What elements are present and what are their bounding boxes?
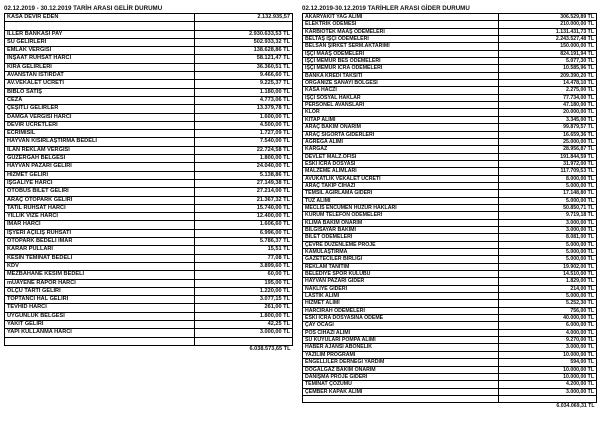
row-amount: 150.000,00 TL	[499, 43, 597, 50]
row-amount: 138.628,86 TL	[195, 47, 293, 55]
table-row	[303, 116, 597, 123]
table-row	[5, 196, 293, 204]
table-row	[5, 130, 293, 138]
row-label: KAMULAŞTIRMA	[303, 249, 499, 256]
row-amount: 36.360,51 TL	[195, 63, 293, 71]
table-row	[303, 373, 597, 380]
table-row	[303, 197, 597, 204]
row-amount: 2.930.633,53 TL	[195, 30, 293, 38]
row-label: KİRA GELİRLERİ	[5, 63, 195, 71]
table-row	[303, 263, 597, 270]
row-label: KASA HACZİ	[303, 87, 499, 94]
row-amount: 20.000,00 TL	[499, 109, 597, 116]
row-label: YILLIK VİZE HARCI	[5, 213, 195, 221]
table-row	[5, 171, 293, 179]
row-amount: 9.466,60 TL	[195, 72, 293, 80]
row-amount: 3.077,15 TL	[195, 296, 293, 304]
row-amount: 3.000,00 TL	[195, 329, 293, 337]
row-amount: 824.191,94 TL	[499, 50, 597, 57]
row-amount: 10.000,00 TL	[499, 366, 597, 373]
row-label: BİBLO SATIŞ	[5, 88, 195, 96]
row-amount: 13.379,78 TL	[195, 105, 293, 113]
table-row	[303, 190, 597, 197]
devir-label: KASA DEVİR EDEN	[5, 14, 195, 22]
row-amount: 191.844,59 TL	[499, 153, 597, 160]
row-label: KLOR	[303, 109, 499, 116]
table-row	[303, 322, 597, 329]
table-row	[5, 221, 293, 229]
row-label: LASTİK ALIMI	[303, 293, 499, 300]
table-row	[5, 304, 293, 312]
table-row	[5, 138, 293, 146]
row-label: İŞÇİ MAAŞ ÖDEMELERİ	[303, 50, 499, 57]
row-amount: 27.149,38 TL	[195, 179, 293, 187]
table-row	[5, 246, 293, 254]
table-row	[303, 36, 597, 43]
row-amount: 21.367,32 TL	[195, 196, 293, 204]
table-row	[303, 226, 597, 233]
row-amount: 3.345,00 TL	[499, 116, 597, 123]
row-amount: 1.131.431,73 TL	[499, 28, 597, 35]
row-amount: 24.040,00 TL	[195, 163, 293, 171]
table-row	[303, 175, 597, 182]
devir-amount: 2.132.935,57	[195, 14, 293, 22]
row-label: MEZBAHANE KESİM BEDELİ	[5, 271, 195, 279]
row-label: MALZEME ALIMLARI	[303, 168, 499, 175]
row-label: HAYVAN PAZARI GELİRİ	[5, 163, 195, 171]
table-row	[5, 188, 293, 196]
row-amount: 19.902,00 TL	[499, 263, 597, 270]
row-amount: 9.719,18 TL	[499, 212, 597, 219]
row-amount: 756,00 TL	[499, 307, 597, 314]
row-amount: 210.000,00 TL	[499, 21, 597, 28]
income-table	[4, 13, 293, 353]
row-amount: 12.400,00 TL	[195, 213, 293, 221]
table-row	[5, 121, 293, 129]
table-row	[303, 219, 597, 226]
row-label: DANIŞMA PROJE GİDERİ	[303, 373, 499, 380]
row-amount: 1.600,00 TL	[195, 113, 293, 121]
row-label: ESKİ İCRA DOSYASI	[303, 160, 499, 167]
row-label: MECLİS ENCÜMEN HUZUR HAKLARI	[303, 204, 499, 211]
table-row	[5, 204, 293, 212]
row-label: AV.VEKALET ÜCRETİ	[5, 80, 195, 88]
row-amount: 9.270,00 TL	[499, 337, 597, 344]
row-label: İŞÇİ SOSYAL HAKLAR	[303, 94, 499, 101]
spacer-row	[5, 337, 293, 345]
row-amount: 5.000,00 TL	[499, 249, 597, 256]
row-amount: 4.500,00 TL	[195, 121, 293, 129]
row-amount: 3.000,00 TL	[499, 226, 597, 233]
row-amount: 214,00 TL	[499, 285, 597, 292]
row-amount: 16.659,36 TL	[499, 131, 597, 138]
table-row	[5, 113, 293, 121]
row-label: GAZETECİLER BİRLİĞİ	[303, 256, 499, 263]
spacer-row	[5, 22, 293, 30]
row-amount: 47.180,00 TL	[499, 102, 597, 109]
row-label: REKLAM TANITIM	[303, 263, 499, 270]
row-label: ECRİMİSİL	[5, 130, 195, 138]
expense-title: 02.12.2019-30.12.2019 TARİHLER ARASI GİDER DURUMU	[302, 5, 470, 12]
row-label: ARAÇ OTOPARK GELİRİ	[5, 196, 195, 204]
expense-panel	[302, 4, 596, 410]
row-label: TATİL RUHSAT HARCI	[5, 204, 195, 212]
row-label: KARBİOTEK MAAŞ ÖDEMELERİ	[303, 28, 499, 35]
row-label: UYGUNLUK BELGESİ	[5, 312, 195, 320]
table-row	[303, 72, 597, 79]
table-row	[5, 296, 293, 304]
table-row	[303, 204, 597, 211]
row-amount: 8.081,00 TL	[499, 234, 597, 241]
income-title: 02.12.2019 - 30.12.2019 TARİH ARASI GELİR DURUMU	[4, 5, 163, 12]
row-label: ENGELLİLER DERNEĞİ YARDIM	[303, 359, 499, 366]
row-label: DEVLET MALZ.OFİSİ	[303, 153, 499, 160]
row-label: KARGAZ	[303, 146, 499, 153]
table-row	[5, 229, 293, 237]
table-row	[303, 153, 597, 160]
row-amount: 1.606,60 TL	[195, 221, 293, 229]
table-row	[303, 43, 597, 50]
row-label: ÇEVRE DÜZENLEME PROJE	[303, 241, 499, 248]
income-total-body	[5, 337, 293, 353]
row-label: OTOBÜS BİLET GELİRİ	[5, 188, 195, 196]
row-amount: 117.709,53 TL	[499, 168, 597, 175]
table-row	[5, 329, 293, 337]
row-label: ÇEMBER KAPAK ALIMI	[303, 388, 499, 395]
table-row	[303, 271, 597, 278]
table-row	[303, 168, 597, 175]
row-amount: 5.000,00 TL	[499, 182, 597, 189]
row-label: BELSAN ŞİRKET SERM.AKTARIMI	[303, 43, 499, 50]
row-label: HİZMET ALIMI	[303, 300, 499, 307]
row-amount: 502.933,32 TL	[195, 38, 293, 46]
table-row	[303, 28, 597, 35]
row-amount: 58.121,47 TL	[195, 55, 293, 63]
row-label: POS CİHAZI ALIMI	[303, 329, 499, 336]
row-amount: 7.540,00 TL	[195, 138, 293, 146]
row-label: AVUKATLIK VEKALET ÜCRETİ	[303, 175, 499, 182]
row-label: ARAÇ BAKIM ONARIM	[303, 124, 499, 131]
row-label: İŞÇİ MEMUR BES ÖDEMELERİ	[303, 58, 499, 65]
row-amount: 3.000,00 TL	[499, 219, 597, 226]
row-label: ORGANİZE SANAYİ BÖLGESİ	[303, 80, 499, 87]
row-label: İŞGALİYE HARCI	[5, 179, 195, 187]
table-row	[303, 234, 597, 241]
table-row	[303, 337, 597, 344]
row-label: DAMGA VERGİSİ HARCI	[5, 113, 195, 121]
row-amount: 4.773,06 TL	[195, 96, 293, 104]
row-label: KARAR PULLARI	[5, 246, 195, 254]
row-label: SU KUYULARI POMPA ALIMI	[303, 337, 499, 344]
table-row	[303, 256, 597, 263]
table-row	[303, 293, 597, 300]
row-amount: 306.529,89 TL	[499, 14, 597, 21]
row-amount: 5.000,00 TL	[499, 197, 597, 204]
row-amount: 1.800,00 TL	[195, 312, 293, 320]
row-amount: 3.899,60 TL	[195, 262, 293, 270]
income-total: 6.038.573,65 TL	[195, 345, 293, 353]
table-row	[303, 138, 597, 145]
table-row	[303, 80, 597, 87]
row-label: ARAÇ TAKİP CİHAZI	[303, 182, 499, 189]
table-row	[303, 344, 597, 351]
table-row	[5, 47, 293, 55]
row-amount: 28.956,87 TL	[499, 146, 597, 153]
row-amount: 1.180,00 TL	[195, 88, 293, 96]
row-label: HAYVAN KISIRLAŞTIRMA BEDELİ	[5, 138, 195, 146]
table-row	[303, 315, 597, 322]
row-label: BİLET ÖDEMELERİ	[303, 234, 499, 241]
row-amount: 15.740,00 TL	[195, 204, 293, 212]
table-row	[303, 102, 597, 109]
row-amount: 42,25 TL	[195, 320, 293, 328]
row-amount: 4.200,00 TL	[499, 381, 597, 388]
row-amount: 2.275,00 TL	[499, 87, 597, 94]
row-amount: 261,00 TL	[195, 304, 293, 312]
row-label: ESKİ İCRA DOSYASINA ÖDEME	[303, 315, 499, 322]
row-amount: 3.000,00 TL	[499, 344, 597, 351]
row-amount: 40.000,00 TL	[499, 315, 597, 322]
table-row	[303, 300, 597, 307]
table-row	[5, 279, 293, 287]
row-label: BANKA KREDİ TAKSİTİ	[303, 72, 499, 79]
row-label: ELEKTRİK ÖDEMESİ	[303, 21, 499, 28]
row-label: PERSONEL AVANSLARI	[303, 102, 499, 109]
row-label: İLAN REKLAM VERGİSİ	[5, 146, 195, 154]
table-row	[5, 63, 293, 71]
spacer-row	[303, 395, 597, 402]
row-amount: 77.734,00 TL	[499, 94, 597, 101]
row-amount: 2.243.527,48 TL	[499, 36, 597, 43]
row-label: BELEDİYE SPOR KULÜBÜ	[303, 271, 499, 278]
table-row	[5, 262, 293, 270]
table-row	[303, 124, 597, 131]
row-label: ÇEŞİTLİ GELİRLER	[5, 105, 195, 113]
row-label: YAPI KULLANMA HARCI	[5, 329, 195, 337]
row-amount: 1.727,09 TL	[195, 130, 293, 138]
row-label: TEMİNAT ÇÖZÜMÜ	[303, 381, 499, 388]
row-amount: 14.510,00 TL	[499, 271, 597, 278]
table-row	[303, 94, 597, 101]
table-row	[303, 160, 597, 167]
table-row	[303, 146, 597, 153]
row-amount: 77,08 TL	[195, 254, 293, 262]
row-label: NAKLİYE GİDERİ	[303, 285, 499, 292]
row-label: ÖLÇÜ TARTI GELİRİ	[5, 287, 195, 295]
row-label: AVANSTAN İSTİRDAT	[5, 72, 195, 80]
row-label: OTOPARK BEDELİ İMAR	[5, 238, 195, 246]
income-table-body	[5, 14, 293, 338]
table-row	[303, 21, 597, 28]
row-label: KURUM TELEFON ÖDEMELERİ	[303, 212, 499, 219]
row-label: KİTAP ALIMI	[303, 116, 499, 123]
table-row	[303, 14, 597, 21]
row-amount: 10.000,00 TL	[499, 351, 597, 358]
table-row	[5, 72, 293, 80]
row-label: YAZILIM PROGRAMI	[303, 351, 499, 358]
table-row	[5, 80, 293, 88]
expense-total-row	[303, 403, 597, 410]
row-label: İMAR HARCI	[5, 221, 195, 229]
row-label: HABER AJANSI ABONELİK	[303, 344, 499, 351]
row-label: mUAYENE RAPOR HARCI	[5, 279, 195, 287]
table-row	[5, 287, 293, 295]
row-label: İLLER BANKASI PAY	[5, 30, 195, 38]
row-amount: 14.478,10 TL	[499, 80, 597, 87]
table-row	[303, 87, 597, 94]
table-row	[5, 312, 293, 320]
row-label: KESİN TEMİNAT BEDELİ	[5, 254, 195, 262]
row-label: TUZ ALIMI	[303, 197, 499, 204]
row-amount: 594,00 TL	[499, 359, 597, 366]
table-row	[5, 163, 293, 171]
table-row	[303, 212, 597, 219]
row-amount: 25.000,00 TL	[499, 138, 597, 145]
row-label: YAKIT GELİRİ	[5, 320, 195, 328]
row-label: DEVİR ÜCRETLERİ	[5, 121, 195, 129]
row-amount: 5.000,00 TL	[499, 256, 597, 263]
table-row	[5, 155, 293, 163]
table-row	[303, 65, 597, 72]
row-amount: 8.000,00 TL	[499, 175, 597, 182]
row-amount: 4.000,00 TL	[499, 329, 597, 336]
table-row	[303, 182, 597, 189]
table-row	[303, 249, 597, 256]
row-amount: 27.214,00 TL	[195, 188, 293, 196]
table-row	[303, 351, 597, 358]
table-row	[303, 50, 597, 57]
row-label: EMLAK VERGİSİ	[5, 47, 195, 55]
row-label: GÜZERGAH BELGESİ	[5, 155, 195, 163]
row-label: KDV	[5, 262, 195, 270]
row-amount: 22.724,58 TL	[195, 146, 293, 154]
income-panel	[4, 4, 292, 353]
row-amount: 31.972,00 TL	[499, 160, 597, 167]
row-label: İNŞAAT RUHSAT HARCI	[5, 55, 195, 63]
row-amount: 6.000,00 TL	[499, 322, 597, 329]
expense-total: 6.034.069,31 TL	[499, 403, 597, 410]
row-amount: 1.829,00 TL	[499, 278, 597, 285]
table-row	[303, 388, 597, 395]
table-row	[5, 179, 293, 187]
row-label: CEZA	[5, 96, 195, 104]
table-row	[5, 320, 293, 328]
row-label: AKARYAKIT YAĞ ALIMI	[303, 14, 499, 21]
table-row	[5, 213, 293, 221]
table-row	[5, 271, 293, 279]
table-row	[303, 366, 597, 373]
expense-total-body	[303, 395, 597, 409]
row-label: ÇAY OCAĞI	[303, 322, 499, 329]
row-amount: 1.800,00 TL	[195, 155, 293, 163]
row-amount: 209.390,20 TL	[499, 72, 597, 79]
row-amount: 195,00 TL	[195, 279, 293, 287]
row-label: KLİMA BAKIM ONARIM	[303, 219, 499, 226]
row-amount: 3.000,00 TL	[499, 388, 597, 395]
table-row	[5, 96, 293, 104]
table-row	[5, 30, 293, 38]
row-label: AGREGA ALIMI	[303, 138, 499, 145]
row-amount: 6.996,00 TL	[195, 229, 293, 237]
table-row	[303, 285, 597, 292]
expense-table	[302, 13, 597, 410]
income-total-row	[5, 345, 293, 353]
row-amount: 1.220,00 TL	[195, 287, 293, 295]
table-row	[303, 307, 597, 314]
row-amount: 9.225,37 TL	[195, 80, 293, 88]
row-amount: 5.252,30 TL	[499, 300, 597, 307]
row-label: İŞYERİ AÇILIŞ RUHSATI	[5, 229, 195, 237]
row-amount: 5.138,86 TL	[195, 171, 293, 179]
table-row	[5, 105, 293, 113]
table-row	[5, 38, 293, 46]
table-row	[5, 55, 293, 63]
row-label: ARAÇ SİGORTA GİDERLERİ	[303, 131, 499, 138]
table-row	[303, 241, 597, 248]
table-row	[303, 58, 597, 65]
expense-table-body	[303, 14, 597, 396]
row-label: HİZMET GELİRİ	[5, 171, 195, 179]
table-row	[303, 278, 597, 285]
row-label: DOĞALGAZ BAKIM ONARIM	[303, 366, 499, 373]
table-row	[303, 381, 597, 388]
row-label: İŞÇİ MEMUR İCRA ÖDEMELERİ	[303, 65, 499, 72]
row-amount: 99.879,57 TL	[499, 124, 597, 131]
row-label: HAYVAN PAZARI GİDER	[303, 278, 499, 285]
row-label: TEMSİL AĞIRLAMA GİDERİ	[303, 190, 499, 197]
table-row	[303, 359, 597, 366]
row-amount: 5.077,30 TL	[499, 58, 597, 65]
row-amount: 10.585,96 TL	[499, 65, 597, 72]
row-label: TEVHİD HARCI	[5, 304, 195, 312]
row-amount: 10.000,00 TL	[499, 373, 597, 380]
table-row	[303, 131, 597, 138]
table-row	[303, 329, 597, 336]
devir-row	[5, 14, 293, 22]
table-row	[5, 146, 293, 154]
row-amount: 15,51 TL	[195, 246, 293, 254]
row-label: HARCIRAH ÖDEMELERİ	[303, 307, 499, 314]
row-amount: 5.000,00 TL	[499, 241, 597, 248]
row-amount: 5.000,00 TL	[499, 293, 597, 300]
table-row	[303, 109, 597, 116]
row-amount: 60,00 TL	[195, 271, 293, 279]
table-row	[5, 88, 293, 96]
row-label: BİLGİSAYAR BAKIMI	[303, 226, 499, 233]
row-label: TOPTANCI HAL GELİRİ	[5, 296, 195, 304]
table-row	[5, 254, 293, 262]
row-label: SU GELİRLERİ	[5, 38, 195, 46]
row-label: BELTAŞ İŞÇİ ÖDEMELERİ	[303, 36, 499, 43]
row-amount: 17.148,80 TL	[499, 190, 597, 197]
row-amount: 5.786,37 TL	[195, 238, 293, 246]
table-row	[5, 238, 293, 246]
row-amount: 50.850,71 TL	[499, 204, 597, 211]
